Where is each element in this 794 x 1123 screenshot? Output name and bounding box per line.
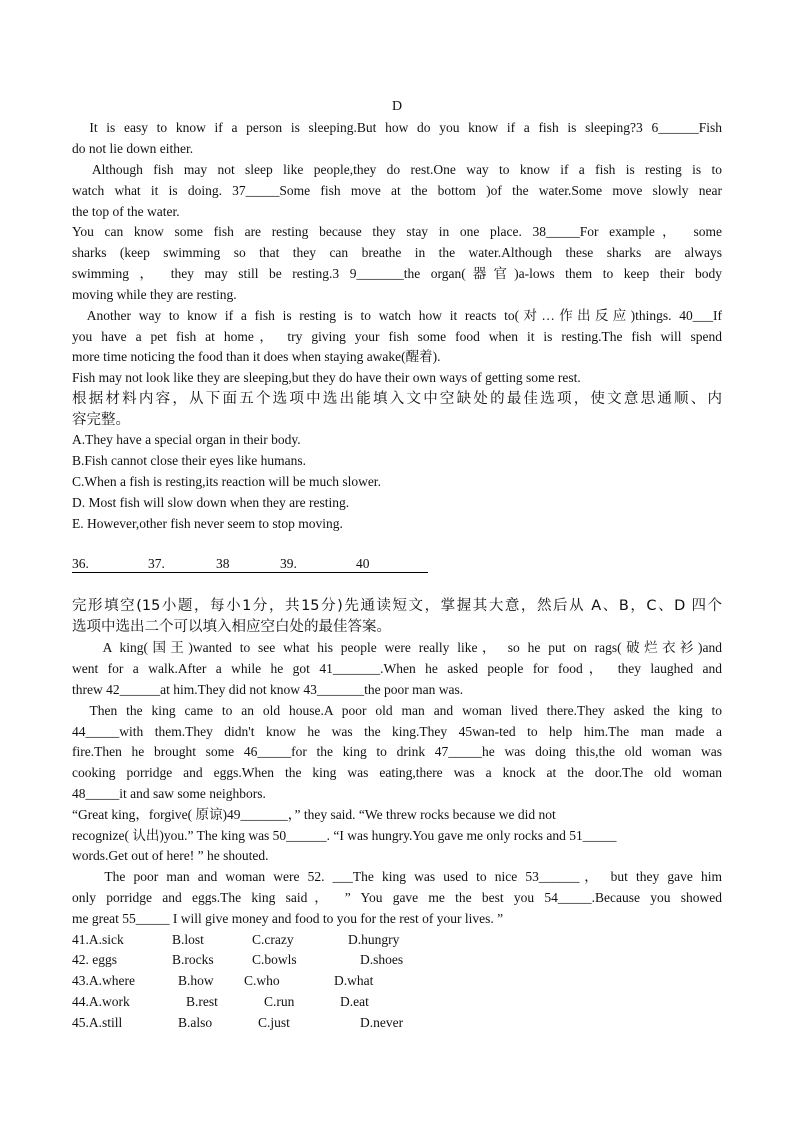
answer-blanks [72, 556, 428, 573]
passage-line: moving while they are resting. [72, 287, 237, 302]
cloze-line: me great 55_____ I will give money and food to you for the rest of your lives. ” [72, 911, 504, 926]
choice[interactable]: 42. eggs [72, 952, 117, 967]
answer-blank-36[interactable]: 36. [72, 556, 148, 573]
choice[interactable]: B.rest [186, 994, 218, 1009]
cloze-line: went for a walk.After a while he got 41_______.When he asked people for food， they laughed and [72, 661, 722, 676]
choice[interactable]: D.eat [340, 994, 369, 1009]
passage-line: more time noticing the food than it does when staying awake(醒着). [72, 349, 441, 364]
answer-blank-37[interactable]: 37. [148, 556, 216, 573]
choice-row-43 [72, 971, 373, 992]
choice[interactable]: 44.A.work [72, 994, 130, 1009]
instruction-line: 根据材料内容，从下面五个选项中选出能填入文中空缺处的最佳选项，使文意思通顺、内 [72, 391, 722, 407]
passage-line: you have a pet fish at home， try giving your fish some food when it is resting.The fish will spend [72, 329, 722, 344]
choice[interactable]: 43.A.where [72, 973, 135, 988]
cloze-line: Then the king came to an old house.A poor old man and woman lived there.They asked the king to [72, 703, 722, 718]
answer-blank-38[interactable]: 38 [216, 556, 280, 573]
passage-line: Another way to know if a fish is resting is to watch how it reacts to(对…作出反应)things. 40___If [72, 308, 722, 323]
cloze-line: words.Get out of here! ” he shouted. [72, 848, 269, 863]
cloze-line: only porridge and eggs.The king said， ” You gave me the best you 54_____.Because you showed [72, 890, 722, 905]
cloze-instruction-line: 选项中选出二个可以填入相应空白处的最佳答案。 [72, 619, 391, 635]
cloze-line: threw 42______at him.They did not know 43_______the poor man was. [72, 682, 464, 697]
cloze-line: cooking porridge and eggs.When the king was eating,there was a knock at the door.The old woman [72, 765, 722, 780]
choice[interactable]: D.hungry [348, 932, 400, 947]
cloze-line: 44_____with them.They didn't know he was the king.They 45wan-ted to help him.The man made a [72, 724, 722, 739]
passage-line: swimming ， they may still be resting.3 9_______the organ(器官)a-lows them to keep their body [72, 266, 722, 281]
cloze-line: The poor man and woman were 52. ___The king was used to nice 53______， but they gave him [72, 869, 722, 884]
choice[interactable]: C.run [264, 994, 295, 1009]
choice[interactable]: B.lost [172, 932, 204, 947]
choice[interactable]: B.rocks [172, 952, 214, 967]
choice[interactable]: C.crazy [252, 932, 294, 947]
answer-blank-40[interactable]: 40 [356, 556, 428, 573]
choice[interactable]: 45.A.still [72, 1015, 123, 1030]
choice-row-44 [72, 992, 369, 1013]
cloze-line: “Great king，forgive( 原谅)49_______，” they said. “We threw rocks because we did not [72, 807, 556, 822]
cloze-line: 48_____it and saw some neighbors. [72, 786, 266, 801]
choice[interactable]: 41.A.sick [72, 932, 124, 947]
option-a: A.They have a special organ in their body. [72, 432, 301, 447]
choice-row-41 [72, 930, 399, 951]
choice-row-42 [72, 950, 403, 971]
answer-blank-39[interactable]: 39. [280, 556, 356, 573]
passage-line: watch what it is doing. 37_____Some fish move at the bottom )of the water.Some move slowly near [72, 183, 722, 198]
passage-line: Although fish may not sleep like people,they do rest.One way to know if a fish is resting is to [72, 162, 722, 177]
passage-line: Fish may not look like they are sleeping,but they do have their own ways of getting some rest. [72, 370, 581, 385]
cloze-line: A king(国王)wanted to see what his people were really like， so he put on rags(破烂衣衫)and [72, 640, 722, 655]
choice[interactable]: D.what [334, 973, 374, 988]
passage-line: do not lie down either. [72, 141, 194, 156]
passage-line: It is easy to know if a person is sleeping.But how do you know if a fish is sleeping?3 6______Fish [72, 120, 722, 135]
choice[interactable]: D.shoes [360, 952, 404, 967]
cloze-line: fire.Then he brought some 46_____for the king to drink 47_____he was doing this,the old woman was [72, 744, 722, 759]
choice[interactable]: C.bowls [252, 952, 297, 967]
choice-row-45 [72, 1013, 403, 1034]
option-b: B.Fish cannot close their eyes like humans. [72, 453, 306, 468]
instruction-line: 容完整。 [72, 412, 130, 428]
choice[interactable]: B.how [178, 973, 214, 988]
choice[interactable]: C.just [258, 1015, 290, 1030]
choice[interactable]: D.never [360, 1015, 404, 1030]
section-d-title: D [391, 99, 403, 114]
option-c: C.When a fish is resting,its reaction will be much slower. [72, 474, 381, 489]
passage-line: sharks (keep swimming so that they can breathe in the water.Although these sharks are always [72, 245, 722, 260]
cloze-instruction-line: 完形填空(15小题，每小1分，共15分)先通读短文，掌握其大意，然后从 A、B，C、D 四个 [72, 598, 722, 614]
passage-line: You can know some fish are resting because they stay in one place. 38_____For example， some [72, 224, 722, 239]
choice[interactable]: C.who [244, 973, 280, 988]
choice[interactable]: B.also [178, 1015, 213, 1030]
option-d: D. Most fish will slow down when they are resting. [72, 495, 350, 510]
option-e: E. However,other fish never seem to stop moving. [72, 516, 343, 531]
passage-line: the top of the water. [72, 204, 180, 219]
cloze-line: recognize( 认出)you.” The king was 50______. “I was hungry.You gave me only rocks and 51_____ [72, 828, 617, 843]
